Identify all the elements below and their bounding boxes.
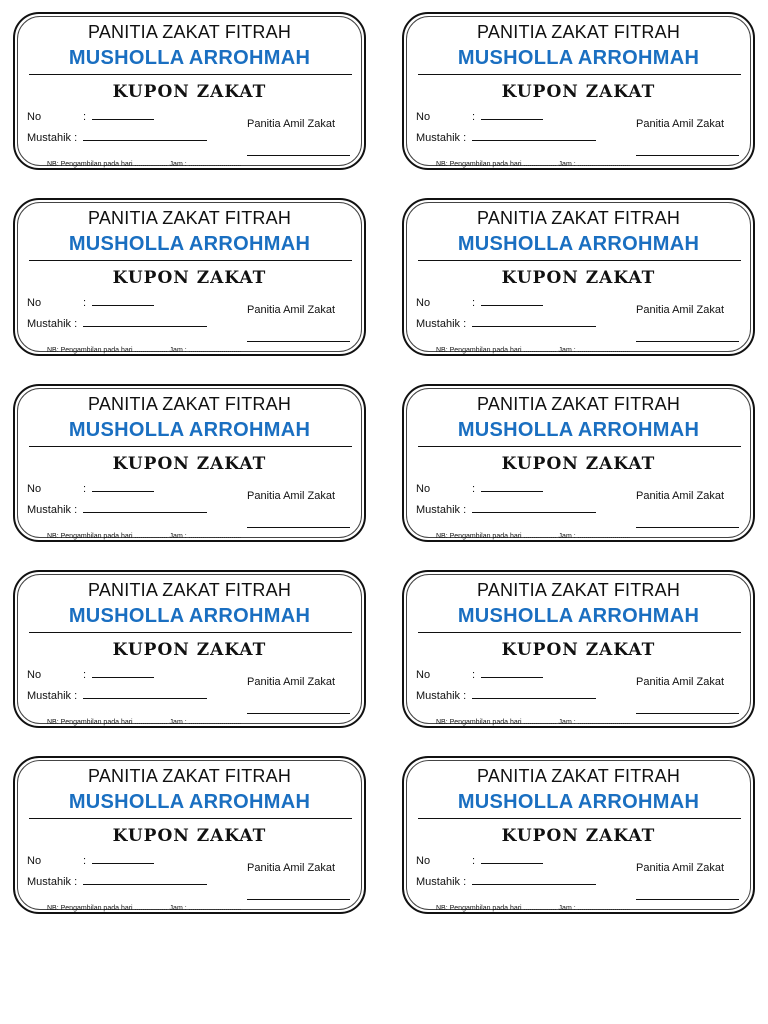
mustahik-field[interactable] bbox=[83, 130, 207, 141]
coupon-header-title: PANITIA ZAKAT FITRAH bbox=[476, 22, 681, 42]
coupon-org-name: MUSHOLLA ARROHMAH bbox=[457, 605, 700, 627]
coupon-number-row bbox=[27, 109, 154, 123]
coupon-header-title: PANITIA ZAKAT FITRAH bbox=[87, 766, 292, 786]
mustahik-label: Mustahik bbox=[27, 132, 72, 144]
coupon-number-colon: : bbox=[472, 111, 476, 123]
coupon-title: KUPON ZAKAT bbox=[501, 454, 656, 474]
coupon-title: KUPON ZAKAT bbox=[112, 454, 267, 474]
mustahik-field[interactable] bbox=[472, 688, 596, 699]
coupon-number-colon: : bbox=[83, 855, 87, 867]
signature-line[interactable] bbox=[636, 527, 739, 528]
coupon-number-row bbox=[416, 853, 543, 867]
mustahik-field[interactable] bbox=[472, 502, 596, 513]
mustahik-label: Mustahik bbox=[27, 318, 72, 330]
signer-label: Panitia Amil Zakat bbox=[247, 490, 336, 502]
signature-line[interactable] bbox=[247, 341, 350, 342]
coupon-number-row bbox=[416, 667, 543, 681]
coupon-number-row bbox=[27, 667, 154, 681]
mustahik-label: Mustahik bbox=[27, 876, 72, 888]
coupon-org-name: MUSHOLLA ARROHMAH bbox=[68, 233, 311, 255]
signer-label: Panitia Amil Zakat bbox=[636, 118, 725, 130]
pickup-footnote: NB: Pengambilan pada hari ................. Jam : ........................... bbox=[436, 533, 631, 540]
coupon-divider bbox=[29, 818, 352, 819]
coupon-header-title: PANITIA ZAKAT FITRAH bbox=[476, 394, 681, 414]
pickup-footnote: NB: Pengambilan pada hari ................. Jam : ........................... bbox=[47, 905, 242, 912]
mustahik-label: Mustahik bbox=[27, 690, 72, 702]
zakat-coupon bbox=[13, 12, 366, 170]
mustahik-label: Mustahik bbox=[416, 876, 461, 888]
coupon-number-colon: : bbox=[472, 855, 476, 867]
coupon-number-row bbox=[416, 109, 543, 123]
zakat-coupon bbox=[13, 570, 366, 728]
mustahik-colon: : bbox=[74, 132, 78, 144]
mustahik-colon: : bbox=[74, 504, 78, 516]
pickup-footnote: NB: Pengambilan pada hari ................. Jam : ........................... bbox=[47, 719, 242, 726]
coupon-org-name: MUSHOLLA ARROHMAH bbox=[457, 791, 700, 813]
mustahik-field[interactable] bbox=[83, 874, 207, 885]
signature-line[interactable] bbox=[636, 713, 739, 714]
signature-line[interactable] bbox=[636, 341, 739, 342]
mustahik-field[interactable] bbox=[472, 316, 596, 327]
coupon-number-field[interactable] bbox=[481, 109, 543, 120]
coupon-title: KUPON ZAKAT bbox=[112, 640, 267, 660]
signer-label: Panitia Amil Zakat bbox=[247, 304, 336, 316]
coupon-divider bbox=[29, 632, 352, 633]
zakat-coupon bbox=[13, 384, 366, 542]
mustahik-colon: : bbox=[463, 690, 467, 702]
pickup-footnote: NB: Pengambilan pada hari ................. Jam : ........................... bbox=[436, 719, 631, 726]
coupon-number-colon: : bbox=[83, 483, 87, 495]
zakat-coupon bbox=[402, 384, 755, 542]
mustahik-row bbox=[27, 130, 207, 144]
coupon-org-name: MUSHOLLA ARROHMAH bbox=[457, 233, 700, 255]
mustahik-field[interactable] bbox=[472, 130, 596, 141]
pickup-footnote: NB: Pengambilan pada hari ................. Jam : ........................... bbox=[436, 347, 631, 354]
coupon-divider bbox=[29, 74, 352, 75]
coupon-org-name: MUSHOLLA ARROHMAH bbox=[457, 47, 700, 69]
zakat-coupon bbox=[402, 198, 755, 356]
mustahik-row bbox=[27, 874, 207, 888]
coupon-number-label: No bbox=[27, 669, 42, 681]
coupon-header-title: PANITIA ZAKAT FITRAH bbox=[476, 766, 681, 786]
coupon-number-label: No bbox=[27, 483, 42, 495]
coupon-divider bbox=[418, 818, 741, 819]
mustahik-colon: : bbox=[74, 690, 78, 702]
signature-line[interactable] bbox=[636, 155, 739, 156]
signer-label: Panitia Amil Zakat bbox=[247, 118, 336, 130]
mustahik-colon: : bbox=[463, 132, 467, 144]
coupon-title: KUPON ZAKAT bbox=[501, 268, 656, 288]
signature-line[interactable] bbox=[247, 899, 350, 900]
mustahik-field[interactable] bbox=[83, 688, 207, 699]
coupon-number-field[interactable] bbox=[481, 853, 543, 864]
signature-line[interactable] bbox=[247, 527, 350, 528]
mustahik-colon: : bbox=[74, 876, 78, 888]
coupon-title: KUPON ZAKAT bbox=[501, 826, 656, 846]
signature-line[interactable] bbox=[247, 155, 350, 156]
coupon-number-field[interactable] bbox=[92, 853, 154, 864]
signer-label: Panitia Amil Zakat bbox=[636, 490, 725, 502]
mustahik-field[interactable] bbox=[83, 316, 207, 327]
mustahik-field[interactable] bbox=[83, 502, 207, 513]
coupon-divider bbox=[418, 446, 741, 447]
coupon-number-row bbox=[27, 295, 154, 309]
coupon-number-label: No bbox=[416, 669, 431, 681]
coupon-divider bbox=[418, 260, 741, 261]
mustahik-row bbox=[27, 316, 207, 330]
coupon-org-name: MUSHOLLA ARROHMAH bbox=[68, 419, 311, 441]
signer-label: Panitia Amil Zakat bbox=[636, 676, 725, 688]
signature-line[interactable] bbox=[636, 899, 739, 900]
coupon-number-colon: : bbox=[83, 669, 87, 681]
mustahik-row bbox=[416, 316, 596, 330]
coupon-header-title: PANITIA ZAKAT FITRAH bbox=[87, 394, 292, 414]
signer-label: Panitia Amil Zakat bbox=[247, 862, 336, 874]
pickup-footnote: NB: Pengambilan pada hari ................. Jam : ........................... bbox=[436, 905, 631, 912]
mustahik-label: Mustahik bbox=[27, 504, 72, 516]
mustahik-colon: : bbox=[463, 504, 467, 516]
coupon-title: KUPON ZAKAT bbox=[501, 82, 656, 102]
mustahik-row bbox=[416, 502, 596, 516]
coupon-header-title: PANITIA ZAKAT FITRAH bbox=[87, 580, 292, 600]
coupon-number-label: No bbox=[416, 297, 431, 309]
coupon-number-label: No bbox=[416, 111, 431, 123]
coupon-header-title: PANITIA ZAKAT FITRAH bbox=[476, 208, 681, 228]
coupon-header-title: PANITIA ZAKAT FITRAH bbox=[476, 580, 681, 600]
coupon-header-title: PANITIA ZAKAT FITRAH bbox=[87, 22, 292, 42]
coupon-number-label: No bbox=[27, 111, 42, 123]
pickup-footnote: NB: Pengambilan pada hari ................. Jam : ........................... bbox=[47, 533, 242, 540]
coupon-number-row bbox=[416, 295, 543, 309]
coupon-number-field[interactable] bbox=[92, 109, 154, 120]
coupon-header-title: PANITIA ZAKAT FITRAH bbox=[87, 208, 292, 228]
coupon-number-colon: : bbox=[472, 483, 476, 495]
mustahik-row bbox=[416, 874, 596, 888]
mustahik-row bbox=[27, 688, 207, 702]
coupon-title: KUPON ZAKAT bbox=[112, 82, 267, 102]
mustahik-row bbox=[416, 688, 596, 702]
coupon-number-row bbox=[27, 853, 154, 867]
zakat-coupon bbox=[13, 198, 366, 356]
coupon-number-row bbox=[416, 481, 543, 495]
coupon-number-field[interactable] bbox=[92, 667, 154, 678]
mustahik-colon: : bbox=[74, 318, 78, 330]
coupon-org-name: MUSHOLLA ARROHMAH bbox=[68, 605, 311, 627]
coupon-divider bbox=[29, 260, 352, 261]
coupon-number-colon: : bbox=[83, 297, 87, 309]
coupon-number-field[interactable] bbox=[481, 481, 543, 492]
signer-label: Panitia Amil Zakat bbox=[636, 304, 725, 316]
coupon-number-row bbox=[27, 481, 154, 495]
coupon-divider bbox=[418, 74, 741, 75]
coupon-number-field[interactable] bbox=[92, 295, 154, 306]
coupon-number-field[interactable] bbox=[481, 295, 543, 306]
coupon-divider bbox=[418, 632, 741, 633]
pickup-footnote: NB: Pengambilan pada hari ................. Jam : ........................... bbox=[47, 161, 242, 168]
signer-label: Panitia Amil Zakat bbox=[247, 676, 336, 688]
coupon-number-colon: : bbox=[472, 297, 476, 309]
mustahik-label: Mustahik bbox=[416, 132, 461, 144]
mustahik-colon: : bbox=[463, 318, 467, 330]
mustahik-label: Mustahik bbox=[416, 504, 461, 516]
pickup-footnote: NB: Pengambilan pada hari ................. Jam : ........................... bbox=[436, 161, 631, 168]
signature-line[interactable] bbox=[247, 713, 350, 714]
coupon-number-label: No bbox=[27, 297, 42, 309]
coupon-divider bbox=[29, 446, 352, 447]
mustahik-row bbox=[27, 502, 207, 516]
coupon-number-label: No bbox=[416, 855, 431, 867]
zakat-coupon bbox=[402, 570, 755, 728]
mustahik-label: Mustahik bbox=[416, 690, 461, 702]
coupon-number-label: No bbox=[416, 483, 431, 495]
coupon-title: KUPON ZAKAT bbox=[112, 826, 267, 846]
coupon-org-name: MUSHOLLA ARROHMAH bbox=[68, 47, 311, 69]
coupon-number-colon: : bbox=[472, 669, 476, 681]
coupon-number-label: No bbox=[27, 855, 42, 867]
coupon-number-colon: : bbox=[83, 111, 87, 123]
coupon-number-field[interactable] bbox=[481, 667, 543, 678]
mustahik-label: Mustahik bbox=[416, 318, 461, 330]
mustahik-row bbox=[416, 130, 596, 144]
zakat-coupon bbox=[402, 12, 755, 170]
coupon-title: KUPON ZAKAT bbox=[501, 640, 656, 660]
mustahik-field[interactable] bbox=[472, 874, 596, 885]
zakat-coupon bbox=[402, 756, 755, 914]
coupon-number-field[interactable] bbox=[92, 481, 154, 492]
mustahik-colon: : bbox=[463, 876, 467, 888]
coupon-org-name: MUSHOLLA ARROHMAH bbox=[68, 791, 311, 813]
signer-label: Panitia Amil Zakat bbox=[636, 862, 725, 874]
coupon-org-name: MUSHOLLA ARROHMAH bbox=[457, 419, 700, 441]
coupon-title: KUPON ZAKAT bbox=[112, 268, 267, 288]
pickup-footnote: NB: Pengambilan pada hari ................. Jam : ........................... bbox=[47, 347, 242, 354]
zakat-coupon bbox=[13, 756, 366, 914]
